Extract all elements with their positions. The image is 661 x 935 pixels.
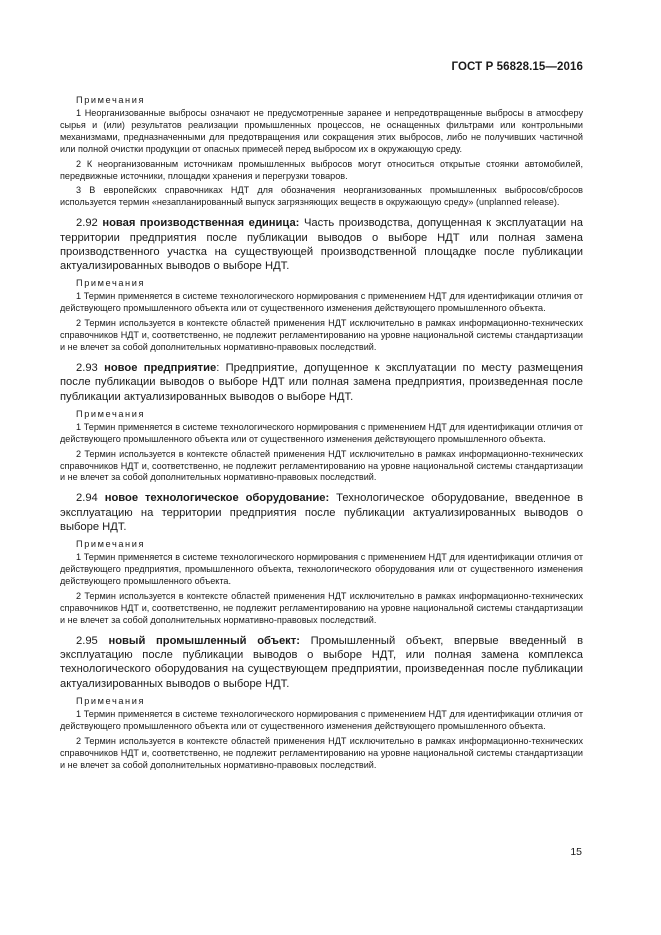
term-number: 2.94: [76, 492, 98, 505]
note-item: 2 Термин используется в контексте областей применения НДТ исключительно в рамках информационно-технических справочников НДТ и, соответственно, не подлежит регламентированию на уровне национальной системы стандартизации и не влечет за собой дополнительных нормативно-правовых последствий.: [60, 591, 583, 625]
page-content: [60, 90, 583, 774]
page-number: 15: [570, 846, 582, 858]
notes-heading: Примечания: [76, 695, 146, 706]
term-title: новое предприятие: [104, 361, 217, 374]
term-number: 2.95: [76, 634, 98, 647]
note-item: 2 Термин используется в контексте областей применения НДТ исключительно в рамках информационно-технических справочников НДТ и, соответственно, не подлежит регламентированию на уровне национальной системы стандартизации и не влечет за собой дополнительных нормативно-правовых последствий.: [60, 735, 583, 770]
note-item: 3 В европейских справочниках НДТ для обозначения неорганизованных промышленных выбросов/сбросов используется термин «незапланированный выпуск загрязняющих веществ в окружающую среду» (unplanned release).: [60, 185, 583, 208]
notes-heading: Примечания: [76, 278, 146, 289]
term-definition: Технологическое оборудование, введенное в эксплуатацию на территории предприятия после публикации актуализированных выводов о выборе НДТ.: [60, 492, 584, 533]
term-2-94: [60, 491, 583, 534]
term-number: 2.93: [76, 361, 98, 374]
notes-block-2-95: [60, 696, 583, 772]
term-2-93: [60, 361, 583, 404]
term-2-95: [60, 634, 583, 691]
note-item: 2 Термин используется в контексте областей применения НДТ исключительно в рамках информационно-технических справочников НДТ и, соответственно, не подлежит регламентированию на уровне национальной системы стандартизации и не влечет за собой дополнительных нормативно-правовых последствий.: [60, 448, 583, 483]
notes-heading: Примечания: [76, 95, 146, 105]
notes-block-2-94: [60, 539, 583, 626]
note-item: 1 Термин применяется в системе технологического нормирования с применением НДТ для идентификации отличия от действующего промышленного объекта или от существенного изменения действующего промышленного объекта.: [60, 708, 583, 731]
term-2-92: [60, 216, 583, 273]
term-title: новый промышленный объект:: [108, 634, 300, 647]
term-definition: Промышленный объект, впервые введенный в эксплуатацию после публикации выводов о выборе НДТ, или полная замена комплекса технологического оборудования на существующем предприятии, произведенная после публикации актуализированных выводов о выборе НДТ.: [60, 634, 584, 690]
note-item: 1 Термин применяется в системе технологического нормирования с применением НДТ для идентификации отличия от действующего предприятия, промышленного объекта, технологического оборудования или от существенного изменения действующего промышленного объекта.: [60, 552, 583, 587]
note-item: 1 Термин применяется в системе технологического нормирования с применением НДТ для идентификации отличия от действующего промышленного объекта или от существенного изменения действующего промышленного объекта.: [60, 291, 583, 314]
term-definition: : Предприятие, допущенное к эксплуатации по месту размещения после публикации выводов о выборе НДТ или полная замена предприятия, произведенная после публикации актуализированных выводов о выборе НДТ.: [60, 361, 583, 403]
term-definition: Часть производства, допущенная к эксплуатации на территории предприятия после публикации выводов о выборе НДТ или полная замена производственного участка на существующей производственной площадке после публикации актуализированных выводов о выборе НДТ.: [60, 217, 583, 273]
term-number: 2.92: [76, 217, 98, 230]
note-item: 2 К неорганизованным источникам промышленных выбросов могут относиться открытые стоянки автомобилей, передвижные источники, площадки хранения и перегрузки товаров.: [60, 158, 583, 181]
notes-heading: Примечания: [76, 539, 146, 550]
notes-block-2-93: [60, 409, 583, 485]
note-item: 2 Термин используется в контексте областей применения НДТ исключительно в рамках информационно-технических справочников НДТ и, соответственно, не подлежит регламентированию на уровне национальной системы стандартизации и не влечет за собой дополнительных нормативно-правовых последствий.: [60, 318, 583, 353]
notes-block-2-92: [60, 278, 583, 354]
standard-code: ГОСТ Р 56828.15—2016: [451, 61, 583, 73]
notes-heading: Примечания: [76, 408, 146, 419]
notes-block-2-91: [60, 95, 583, 209]
note-item: 1 Термин применяется в системе технологического нормирования с применением НДТ для идентификации отличия от действующего промышленного объекта или от существенного изменения действующего промышленного объекта.: [60, 421, 583, 444]
note-item: 1 Неорганизованные выбросы означают не предусмотренные заранее и непредотвращенные выбросы в атмосферу сырья и (или) результатов реализации промышленных процессов, не оснащенных фильтрами или контрольными механизмами, предназначенными для предотвращения или сокращения этих выбросов, либо не получивших частичной или полной очистки продукции от опасных примесей перед выбросом их в окружающую среду.: [60, 108, 583, 154]
term-title: новое технологическое оборудование:: [104, 492, 330, 505]
term-title: новая производственная единица:: [102, 217, 300, 230]
